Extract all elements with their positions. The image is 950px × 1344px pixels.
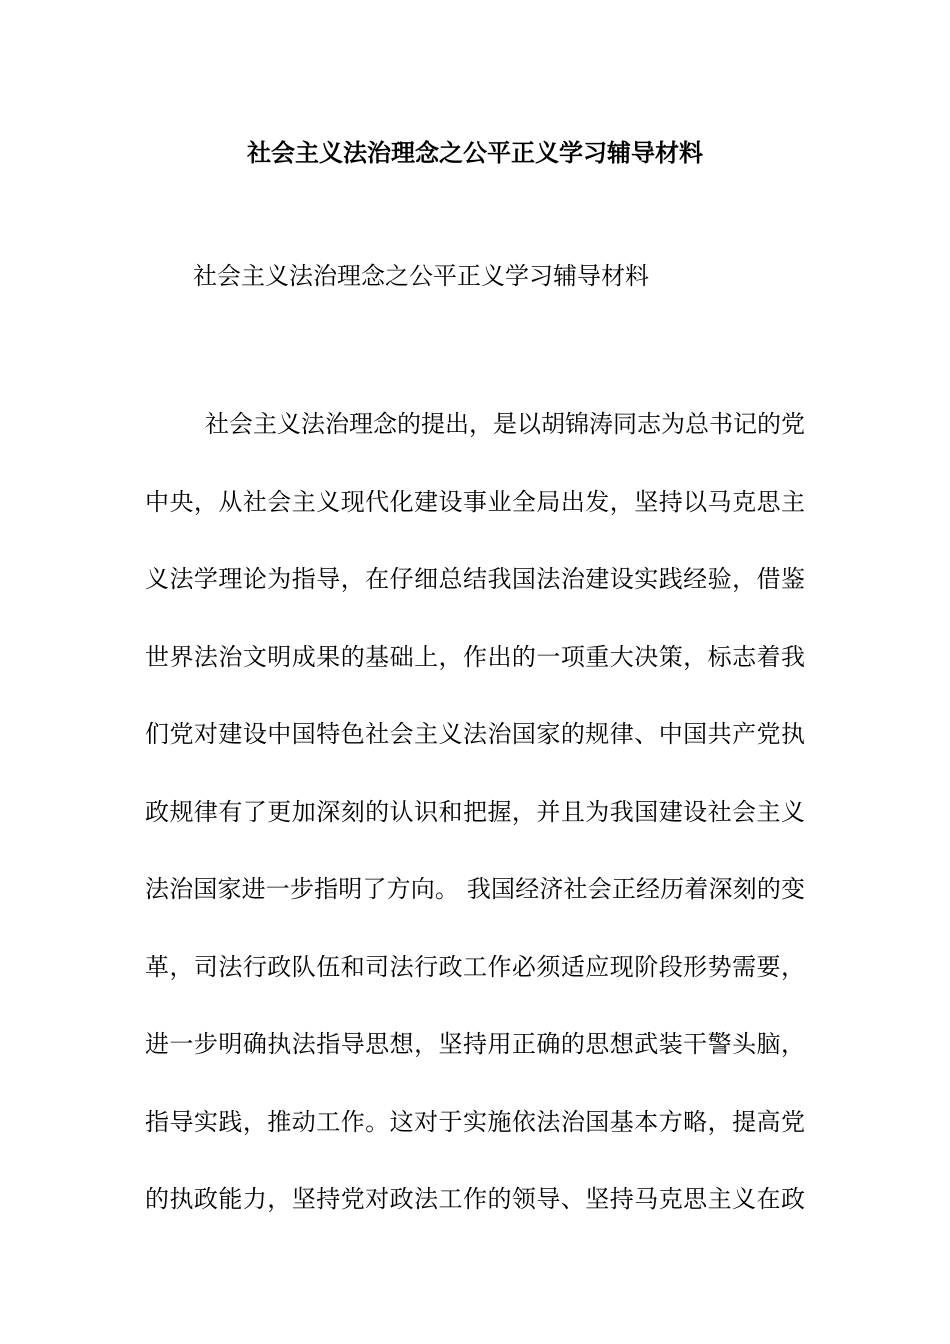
paragraph-line: 社会主义法治理念的提出，是以胡锦涛同志为总书记的党	[205, 410, 805, 438]
paragraph-line: 义法学理论为指导，在仔细总结我国法治建设实践经验，借鉴	[145, 565, 805, 593]
paragraph-line: 中央，从社会主义现代化建设事业全局出发，坚持以马克思主	[145, 487, 805, 516]
paragraph-line: 进一步明确执法指导思想，坚持用正确的思想武装干警头脑，	[145, 1030, 805, 1058]
paragraph-line: 革，司法行政队伍和司法行政工作必须适应现阶段形势需要，	[145, 952, 805, 981]
paragraph-line: 指导实践，推动工作。这对于实施依法治国基本方略，提高党	[145, 1107, 805, 1136]
paragraph-line: 政规律有了更加深刻的认识和把握，并且为我国建设社会主义	[145, 797, 805, 826]
paragraph-line: 法治国家进一步指明了方向。 我国经济社会正经历着深刻的变	[145, 875, 805, 903]
body-paragraph	[145, 404, 805, 1257]
paragraph-line: 世界法治文明成果的基础上，作出的一项重大决策，标志着我	[145, 642, 805, 671]
paragraph-line: 们党对建设中国特色社会主义法治国家的规律、中国共产党执	[145, 720, 805, 748]
document-title: 社会主义法治理念之公平正义学习辅导材料	[247, 138, 703, 167]
paragraph-line: 的执政能力，坚持党对政法工作的领导、坚持马克思主义在政	[145, 1185, 805, 1213]
document-subtitle: 社会主义法治理念之公平正义学习辅导材料	[193, 262, 649, 290]
